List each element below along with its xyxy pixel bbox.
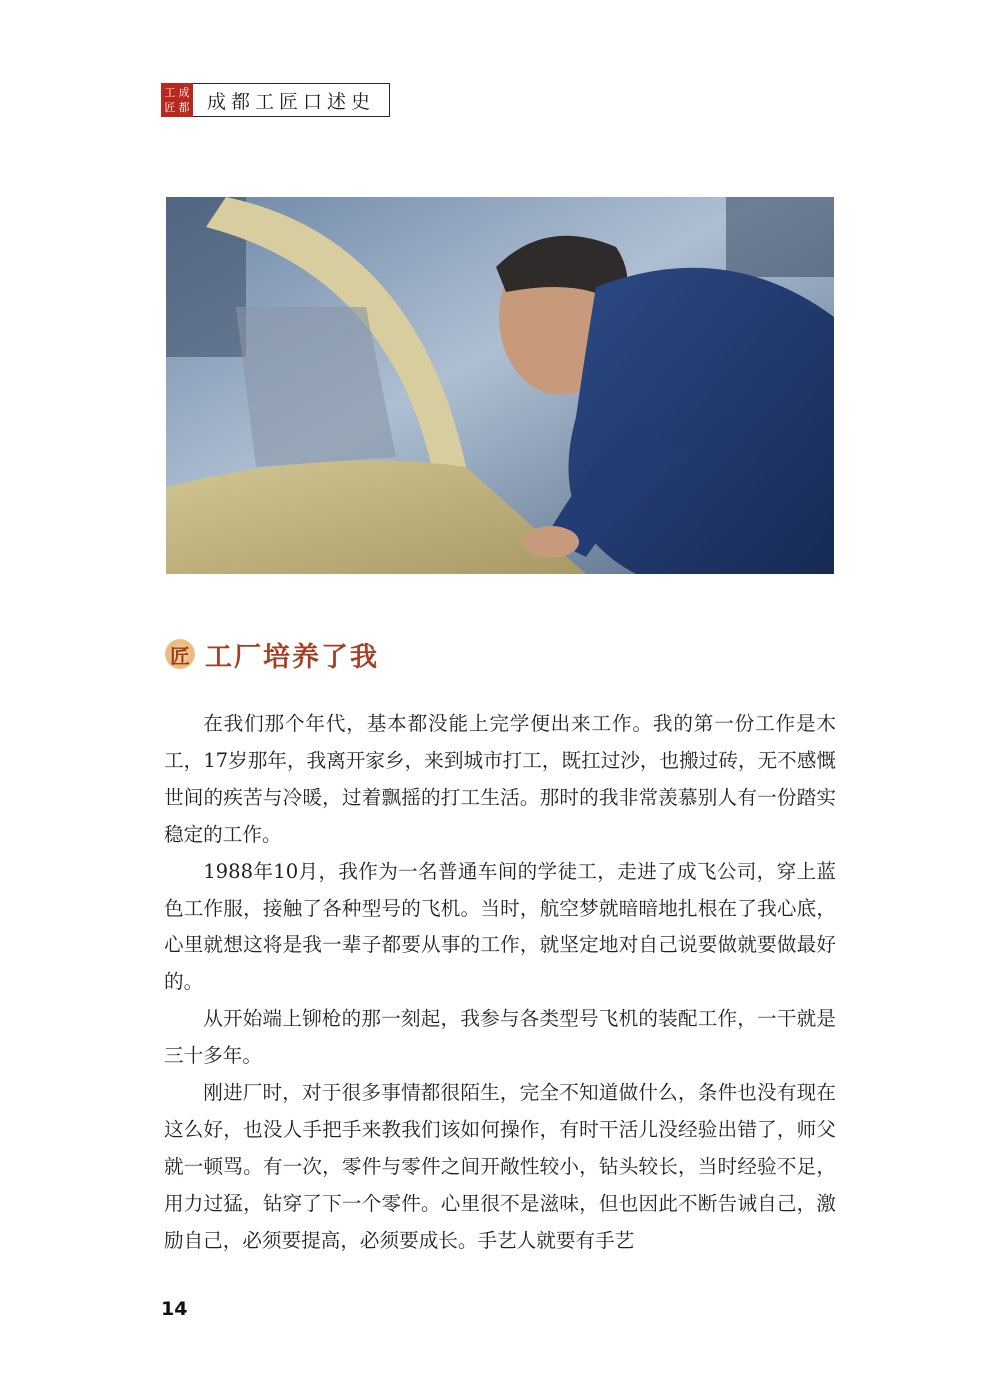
page-number: 14 xyxy=(161,1298,188,1320)
photo-worker-at-aircraft-cockpit xyxy=(166,197,834,574)
paragraph: 刚进厂时，对于很多事情都很陌生，完全不知道做什么，条件也没有现在这么好，也没人手把手来教我们该如何操作，有时干活儿没经验出错了，师父就一顿骂。有一次，零件与零件之间开敞性较小，钻头较长，当时经验不足，用力过猛，钻穿了下一个零件。心里很不是滋味，但也因此不断告诫自己，激励自己，必须要提高，必须要成长。手艺人就要有手艺 xyxy=(164,1081,836,1252)
photo-illustration xyxy=(166,197,834,574)
body-text xyxy=(164,706,836,1260)
seal-char: 工 xyxy=(164,86,176,99)
section-title: 工厂培养了我 xyxy=(205,641,379,673)
running-header xyxy=(161,83,390,117)
seal-char: 成 xyxy=(178,86,190,99)
seal-logo xyxy=(161,83,193,117)
section-heading xyxy=(165,634,379,674)
paragraph: 从开始端上铆枪的那一刻起，我参与各类型号飞机的装配工作，一干就是三十多年。 xyxy=(164,1007,836,1068)
craftsman-emblem-icon: 匠 xyxy=(165,639,195,669)
series-title: 成都工匠口述史 xyxy=(193,83,390,117)
paragraph: 1988年10月，我作为一名普通车间的学徒工，走进了成飞公司，穿上蓝色工作服，接触了各种型号的飞机。当时，航空梦就暗暗地扎根在了我心底，心里就想这将是我一辈子都要从事的工作，就坚定地对自己说要做就要做最好的。 xyxy=(164,859,836,994)
seal-char: 都 xyxy=(178,101,190,114)
seal-char: 匠 xyxy=(164,101,176,114)
paragraph: 在我们那个年代，基本都没能上完学便出来工作。我的第一份工作是木工，17岁那年，我离开家乡，来到城市打工，既扛过沙，也搬过砖，无不感慨世间的疾苦与冷暖，过着飘摇的打工生活。那时的我非常羡慕别人有一份踏实稳定的工作。 xyxy=(164,712,836,846)
